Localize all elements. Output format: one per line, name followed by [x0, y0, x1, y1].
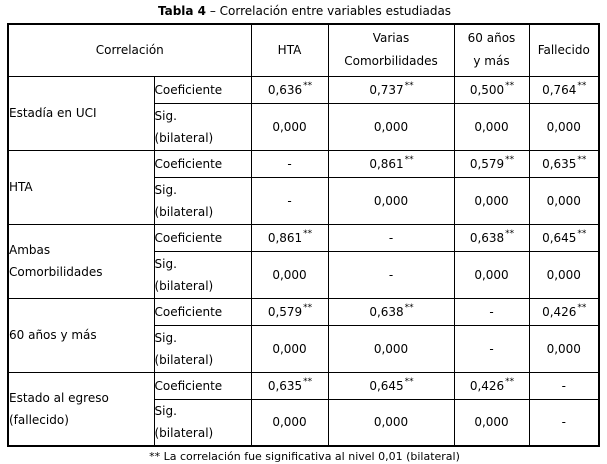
significance-marker: **: [577, 154, 587, 165]
sig-value-cell: 0,000: [529, 325, 599, 372]
sig-value-cell: -: [529, 399, 599, 446]
column-header-fallecido: Fallecido: [529, 24, 599, 76]
header-row: [8, 24, 599, 76]
significance-marker: **: [577, 80, 587, 91]
sig-value-cell: 0,000: [251, 399, 328, 446]
sig-label: Sig. (bilateral): [154, 103, 251, 150]
coef-value-cell: 0,635**: [251, 372, 328, 399]
coef-value-cell: 0,861**: [251, 224, 328, 251]
sig-value-cell: 0,000: [251, 251, 328, 298]
coef-value-cell: -: [529, 372, 599, 399]
significance-marker: **: [404, 80, 414, 91]
column-header-hta: HTA: [251, 24, 328, 76]
significance-marker: **: [303, 302, 313, 313]
significance-marker: **: [303, 80, 313, 91]
coef-value-cell: 0,638**: [454, 224, 529, 251]
sig-value-cell: 0,000: [454, 251, 529, 298]
significance-marker: **: [404, 302, 414, 313]
significance-footnote: ** La correlación fue significativa al nivel 0,01 (bilateral): [149, 450, 460, 463]
sig-value-cell: 0,000: [529, 103, 599, 150]
table-row: [8, 298, 599, 325]
correlation-table: [7, 23, 600, 447]
coef-value-cell: 0,426**: [529, 298, 599, 325]
table-title: [7, 3, 602, 19]
sig-value-cell: 0,000: [529, 177, 599, 224]
coef-value-cell: 0,635**: [529, 150, 599, 177]
coef-value-cell: 0,764**: [529, 76, 599, 103]
significance-marker: **: [303, 376, 313, 387]
significance-marker: **: [505, 376, 515, 387]
sig-label: Sig. (bilateral): [154, 177, 251, 224]
column-header-varias-comorbilidades: Varias Comorbilidades: [328, 24, 454, 76]
column-header-correlacion: Correlación: [8, 24, 251, 76]
significance-marker: **: [505, 228, 515, 239]
coef-value-cell: -: [454, 298, 529, 325]
sig-value-cell: 0,000: [328, 177, 454, 224]
sig-label: Sig. (bilateral): [154, 399, 251, 446]
coef-value-cell: 0,645**: [328, 372, 454, 399]
significance-marker: **: [505, 80, 515, 91]
coef-value-cell: 0,426**: [454, 372, 529, 399]
sig-label: Sig. (bilateral): [154, 251, 251, 298]
significance-marker: **: [404, 376, 414, 387]
coef-value-cell: 0,645**: [529, 224, 599, 251]
variable-label: HTA: [8, 150, 154, 224]
coefficient-label: Coeficiente: [154, 298, 251, 325]
table-row: [8, 224, 599, 251]
coefficient-label: Coeficiente: [154, 224, 251, 251]
table-row: [8, 76, 599, 103]
coef-value-cell: -: [251, 150, 328, 177]
variable-label: Estadía en UCI: [8, 76, 154, 150]
significance-marker: **: [577, 302, 587, 313]
table-title-number: Tabla 4: [157, 4, 207, 18]
significance-marker: **: [303, 228, 313, 239]
coef-value-cell: 0,638**: [328, 298, 454, 325]
variable-label: Ambas Comorbilidades: [8, 224, 154, 298]
sig-value-cell: 0,000: [454, 399, 529, 446]
sig-label: Sig. (bilateral): [154, 325, 251, 372]
table-row: [8, 372, 599, 399]
coef-value-cell: 0,579**: [251, 298, 328, 325]
significance-marker: **: [404, 154, 414, 165]
coef-value-cell: 0,636**: [251, 76, 328, 103]
variable-label: 60 años y más: [8, 298, 154, 372]
coef-value-cell: 0,579**: [454, 150, 529, 177]
table-title-text: – Correlación entre variables estudiadas: [206, 4, 452, 18]
table-row: [8, 150, 599, 177]
coef-value-cell: 0,861**: [328, 150, 454, 177]
column-header-60-anos: 60 años y más: [454, 24, 529, 76]
coefficient-label: Coeficiente: [154, 150, 251, 177]
sig-value-cell: -: [454, 325, 529, 372]
sig-value-cell: 0,000: [454, 177, 529, 224]
sig-value-cell: -: [328, 251, 454, 298]
sig-value-cell: 0,000: [251, 325, 328, 372]
coefficient-label: Coeficiente: [154, 372, 251, 399]
sig-value-cell: 0,000: [251, 103, 328, 150]
sig-value-cell: 0,000: [454, 103, 529, 150]
coef-value-cell: 0,500**: [454, 76, 529, 103]
sig-value-cell: 0,000: [328, 399, 454, 446]
coef-value-cell: -: [328, 224, 454, 251]
coef-value-cell: 0,737**: [328, 76, 454, 103]
coefficient-label: Coeficiente: [154, 76, 251, 103]
significance-marker: **: [577, 228, 587, 239]
significance-marker: **: [505, 154, 515, 165]
sig-value-cell: -: [251, 177, 328, 224]
sig-value-cell: 0,000: [328, 103, 454, 150]
sig-value-cell: 0,000: [529, 251, 599, 298]
variable-label: Estado al egreso (fallecido): [8, 372, 154, 446]
sig-value-cell: 0,000: [328, 325, 454, 372]
